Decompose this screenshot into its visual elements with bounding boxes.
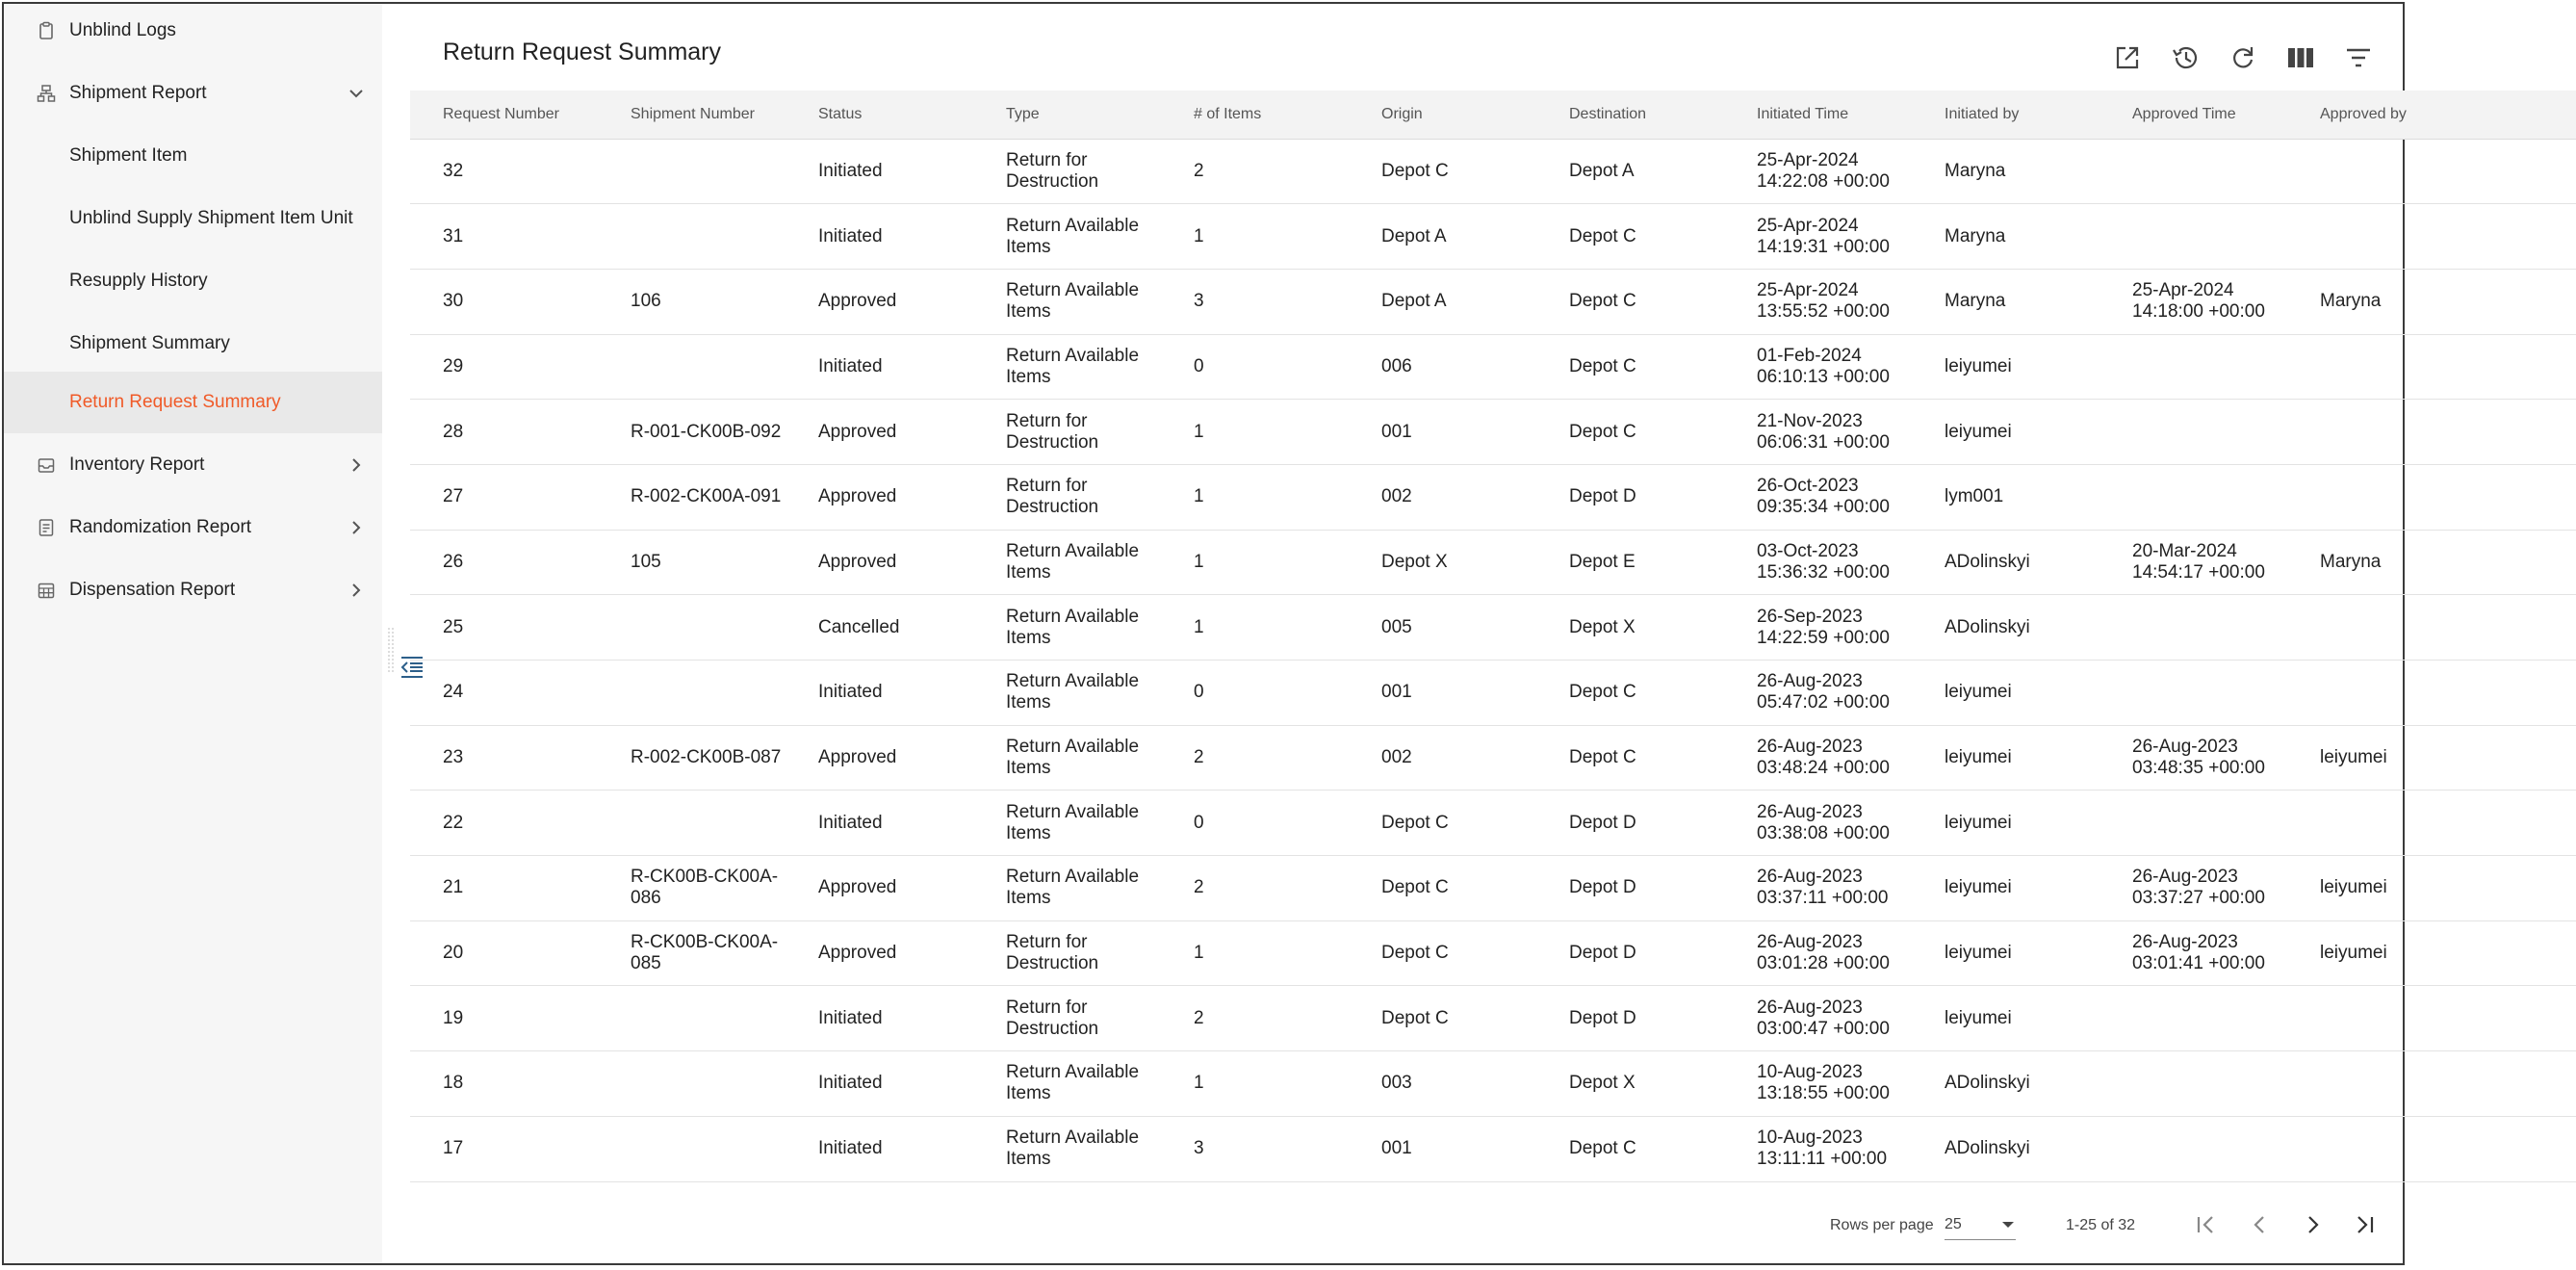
cell-approved-time: 26-Aug-2023 03:01:41 +00:00	[2099, 920, 2287, 986]
cell-request-number: 31	[410, 204, 598, 270]
table-row[interactable]	[410, 986, 2576, 1051]
cell-status: Approved	[786, 856, 973, 921]
cell-origin: 001	[1349, 661, 1536, 726]
cell-approved-time	[2099, 464, 2287, 530]
cell-type: Return for Destruction	[973, 464, 1161, 530]
cell-approved-by	[2287, 464, 2576, 530]
cell-shipment-number	[598, 595, 786, 661]
table-row[interactable]	[410, 464, 2576, 530]
sidebar-item-randomization-report[interactable]	[4, 497, 382, 558]
cell-origin: 006	[1349, 334, 1536, 400]
column-header-initiated-by[interactable]: Initiated by	[1912, 91, 2099, 139]
cell-type: Return for Destruction	[973, 400, 1161, 465]
cell-status: Initiated	[786, 661, 973, 726]
cell-item-count: 1	[1161, 595, 1349, 661]
table-row[interactable]	[410, 725, 2576, 791]
main-panel	[410, 4, 2407, 1263]
sidebar-item-return-request-summary[interactable]	[4, 372, 382, 433]
table-header	[410, 91, 2576, 139]
table-row[interactable]	[410, 400, 2576, 465]
cell-origin: Depot C	[1349, 791, 1536, 856]
resize-handle[interactable]	[387, 628, 395, 674]
cell-approved-by: leiyumei	[2287, 920, 2576, 986]
cell-item-count: 1	[1161, 204, 1349, 270]
cell-item-count: 1	[1161, 400, 1349, 465]
column-header-initiated-time[interactable]: Initiated Time	[1724, 91, 1912, 139]
cell-initiated-time: 26-Aug-2023 03:00:47 +00:00	[1724, 986, 1912, 1051]
cell-type: Return Available Items	[973, 530, 1161, 595]
sidebar-item-shipment-summary[interactable]	[4, 313, 382, 375]
cell-destination: Depot D	[1536, 791, 1724, 856]
cell-initiated-by: ADolinskyi	[1912, 530, 2099, 595]
cell-approved-by: Maryna	[2287, 530, 2576, 595]
cell-approved-by	[2287, 204, 2576, 270]
table-row[interactable]	[410, 595, 2576, 661]
table-body	[410, 139, 2576, 1181]
columns-button[interactable]	[2272, 37, 2330, 79]
cell-initiated-time: 03-Oct-2023 15:36:32 +00:00	[1724, 530, 1912, 595]
cell-type: Return Available Items	[973, 204, 1161, 270]
hierarchy-icon	[37, 84, 56, 103]
cell-shipment-number	[598, 139, 786, 204]
cell-initiated-by: ADolinskyi	[1912, 595, 2099, 661]
sidebar-item-shipment-report[interactable]	[4, 63, 382, 124]
cell-initiated-by: leiyumei	[1912, 986, 2099, 1051]
cell-status: Initiated	[786, 204, 973, 270]
cell-status: Initiated	[786, 791, 973, 856]
table-row[interactable]	[410, 1051, 2576, 1117]
cell-request-number: 23	[410, 725, 598, 791]
cell-destination: Depot E	[1536, 530, 1724, 595]
cell-approved-time	[2099, 204, 2287, 270]
cell-destination: Depot C	[1536, 661, 1724, 726]
first-page-button[interactable]	[2189, 1207, 2224, 1242]
column-header-shipment-number[interactable]: Shipment Number	[598, 91, 786, 139]
cell-status: Approved	[786, 400, 973, 465]
cell-approved-time	[2099, 334, 2287, 400]
sidebar-item-unblind-supply-shipment-item-unit[interactable]	[4, 188, 382, 249]
cell-destination: Depot C	[1536, 400, 1724, 465]
cell-item-count: 1	[1161, 920, 1349, 986]
external-link-icon	[2114, 44, 2141, 71]
cell-initiated-time: 25-Apr-2024 14:22:08 +00:00	[1724, 139, 1912, 204]
cell-type: Return for Destruction	[973, 139, 1161, 204]
cell-destination: Depot C	[1536, 1116, 1724, 1181]
cell-origin: Depot A	[1349, 204, 1536, 270]
cell-origin: Depot X	[1349, 530, 1536, 595]
document-icon	[37, 518, 56, 537]
cell-type: Return Available Items	[973, 595, 1161, 661]
cell-shipment-number	[598, 204, 786, 270]
cell-status: Approved	[786, 530, 973, 595]
table-row[interactable]	[410, 791, 2576, 856]
cell-type: Return for Destruction	[973, 920, 1161, 986]
cell-type: Return Available Items	[973, 856, 1161, 921]
cell-initiated-by: leiyumei	[1912, 725, 2099, 791]
cell-request-number: 18	[410, 1051, 598, 1117]
cell-initiated-time: 26-Aug-2023 05:47:02 +00:00	[1724, 661, 1912, 726]
cell-approved-by	[2287, 1051, 2576, 1117]
next-page-button[interactable]	[2295, 1207, 2330, 1242]
cell-request-number: 17	[410, 1116, 598, 1181]
cell-item-count: 1	[1161, 1051, 1349, 1117]
cell-origin: Depot A	[1349, 269, 1536, 334]
chevron-down-icon	[348, 85, 365, 102]
cell-destination: Depot C	[1536, 334, 1724, 400]
cell-approved-by	[2287, 791, 2576, 856]
column-header-request-number[interactable]: Request Number	[410, 91, 598, 139]
cell-type: Return Available Items	[973, 1051, 1161, 1117]
filter-icon	[2345, 46, 2372, 69]
app-window	[2, 2, 2405, 1265]
cell-approved-time	[2099, 139, 2287, 204]
cell-shipment-number: 106	[598, 269, 786, 334]
cell-origin: Depot C	[1349, 986, 1536, 1051]
cell-approved-by	[2287, 400, 2576, 465]
cell-shipment-number	[598, 661, 786, 726]
cell-initiated-time: 25-Apr-2024 13:55:52 +00:00	[1724, 269, 1912, 334]
cell-initiated-by: lym001	[1912, 464, 2099, 530]
cell-destination: Depot C	[1536, 204, 1724, 270]
sidebar-item-inventory-report[interactable]	[4, 434, 382, 496]
clipboard-icon	[37, 21, 56, 40]
cell-approved-time	[2099, 400, 2287, 465]
cell-origin: Depot C	[1349, 920, 1536, 986]
last-page-icon	[2352, 1212, 2377, 1237]
cell-request-number: 19	[410, 986, 598, 1051]
pagination-range: 1-25 of 32	[2066, 1217, 2136, 1233]
cell-destination: Depot X	[1536, 1051, 1724, 1117]
column-header-type[interactable]: Type	[973, 91, 1161, 139]
rows-per-page-value: 25	[1945, 1215, 1962, 1232]
cell-initiated-time: 26-Aug-2023 03:37:11 +00:00	[1724, 856, 1912, 921]
sidebar-item-dispensation-report[interactable]	[4, 559, 382, 621]
sidebar-item-label: Inventory Report	[69, 454, 205, 475]
cell-item-count: 0	[1161, 661, 1349, 726]
export-button[interactable]	[2099, 37, 2156, 79]
cell-status: Approved	[786, 920, 973, 986]
column-header-destination[interactable]: Destination	[1536, 91, 1724, 139]
table-row[interactable]	[410, 530, 2576, 595]
column-header-origin[interactable]: Origin	[1349, 91, 1536, 139]
cell-shipment-number	[598, 986, 786, 1051]
cell-origin: 003	[1349, 1051, 1536, 1117]
cell-initiated-time: 26-Aug-2023 03:01:28 +00:00	[1724, 920, 1912, 986]
cell-item-count: 3	[1161, 269, 1349, 334]
cell-status: Approved	[786, 725, 973, 791]
cell-item-count: 1	[1161, 464, 1349, 530]
cell-approved-by	[2287, 661, 2576, 726]
calendar-grid-icon	[37, 581, 56, 600]
cell-origin: 001	[1349, 400, 1536, 465]
history-button[interactable]	[2156, 37, 2214, 79]
cell-request-number: 21	[410, 856, 598, 921]
cell-initiated-by: leiyumei	[1912, 334, 2099, 400]
cell-initiated-time: 26-Aug-2023 03:48:24 +00:00	[1724, 725, 1912, 791]
cell-type: Return Available Items	[973, 725, 1161, 791]
cell-request-number: 25	[410, 595, 598, 661]
cell-status: Approved	[786, 464, 973, 530]
column-header-approved-time[interactable]: Approved Time	[2099, 91, 2287, 139]
cell-shipment-number: R-001-CK00B-092	[598, 400, 786, 465]
cell-shipment-number	[598, 1116, 786, 1181]
cell-status: Initiated	[786, 986, 973, 1051]
cell-initiated-by: Maryna	[1912, 204, 2099, 270]
sidebar-item-label: Return Request Summary	[69, 392, 281, 412]
cell-destination: Depot X	[1536, 595, 1724, 661]
return-request-table	[410, 91, 2576, 1182]
sidebar-item-unblind-logs[interactable]	[4, 0, 382, 62]
cell-approved-time	[2099, 791, 2287, 856]
cell-initiated-by: Maryna	[1912, 269, 2099, 334]
sidebar-item-label: Dispensation Report	[69, 580, 236, 600]
cell-type: Return Available Items	[973, 334, 1161, 400]
pagination	[410, 1198, 2383, 1252]
cell-shipment-number	[598, 791, 786, 856]
cell-approved-by	[2287, 1116, 2576, 1181]
cell-initiated-by: ADolinskyi	[1912, 1116, 2099, 1181]
cell-initiated-by: leiyumei	[1912, 400, 2099, 465]
cell-origin: 005	[1349, 595, 1536, 661]
chevron-right-icon	[348, 582, 365, 599]
cell-initiated-by: leiyumei	[1912, 791, 2099, 856]
cell-approved-time	[2099, 661, 2287, 726]
sidebar-item-label: Unblind Logs	[69, 20, 176, 40]
cell-type: Return for Destruction	[973, 986, 1161, 1051]
chevron-left-icon	[2248, 1212, 2273, 1237]
table-row[interactable]	[410, 269, 2576, 334]
cell-initiated-time: 01-Feb-2024 06:10:13 +00:00	[1724, 334, 1912, 400]
cell-request-number: 22	[410, 791, 598, 856]
cell-initiated-by: ADolinskyi	[1912, 1051, 2099, 1117]
cell-request-number: 30	[410, 269, 598, 334]
cell-type: Return Available Items	[973, 1116, 1161, 1181]
cell-item-count: 2	[1161, 986, 1349, 1051]
table-row[interactable]	[410, 920, 2576, 986]
cell-initiated-time: 10-Aug-2023 13:18:55 +00:00	[1724, 1051, 1912, 1117]
cell-origin: 001	[1349, 1116, 1536, 1181]
cell-status: Initiated	[786, 1051, 973, 1117]
cell-status: Initiated	[786, 334, 973, 400]
cell-origin: Depot C	[1349, 139, 1536, 204]
sidebar-item-label: Randomization Report	[69, 517, 252, 537]
sidebar-item-label: Shipment Report	[69, 83, 207, 103]
table-row[interactable]	[410, 139, 2576, 204]
cell-destination: Depot D	[1536, 986, 1724, 1051]
table-row[interactable]	[410, 204, 2576, 270]
cell-origin: 002	[1349, 464, 1536, 530]
table-row[interactable]	[410, 334, 2576, 400]
sidebar-item-resupply-history[interactable]	[4, 250, 382, 312]
cell-item-count: 2	[1161, 139, 1349, 204]
cell-request-number: 27	[410, 464, 598, 530]
cell-approved-time: 26-Aug-2023 03:37:27 +00:00	[2099, 856, 2287, 921]
cell-item-count: 2	[1161, 856, 1349, 921]
cell-approved-time: 20-Mar-2024 14:54:17 +00:00	[2099, 530, 2287, 595]
cell-initiated-time: 26-Sep-2023 14:22:59 +00:00	[1724, 595, 1912, 661]
cell-approved-time	[2099, 986, 2287, 1051]
sidebar-item-label: Unblind Supply Shipment Item Unit	[69, 208, 353, 228]
cell-item-count: 1	[1161, 530, 1349, 595]
cell-type: Return Available Items	[973, 661, 1161, 726]
cell-request-number: 26	[410, 530, 598, 595]
cell-initiated-time: 26-Aug-2023 03:38:08 +00:00	[1724, 791, 1912, 856]
cell-shipment-number: 105	[598, 530, 786, 595]
cell-request-number: 24	[410, 661, 598, 726]
first-page-icon	[2194, 1212, 2219, 1237]
cell-item-count: 3	[1161, 1116, 1349, 1181]
cell-destination: Depot D	[1536, 920, 1724, 986]
cell-request-number: 29	[410, 334, 598, 400]
last-page-button[interactable]	[2347, 1207, 2382, 1242]
cell-approved-by	[2287, 986, 2576, 1051]
sidebar-item-shipment-item[interactable]	[4, 125, 382, 187]
cell-status: Initiated	[786, 139, 973, 204]
cell-origin: 002	[1349, 725, 1536, 791]
table-header-row	[410, 91, 2576, 139]
table-row[interactable]	[410, 856, 2576, 921]
cell-shipment-number: R-002-CK00A-091	[598, 464, 786, 530]
cell-initiated-by: Maryna	[1912, 139, 2099, 204]
table-row[interactable]	[410, 1116, 2576, 1181]
column-header-approved-by[interactable]: Approved by	[2287, 91, 2576, 139]
sidebar-item-label: Resupply History	[69, 271, 208, 291]
cell-destination: Depot C	[1536, 725, 1724, 791]
cell-initiated-by: leiyumei	[1912, 661, 2099, 726]
cell-type: Return Available Items	[973, 791, 1161, 856]
cell-request-number: 20	[410, 920, 598, 986]
cell-approved-by: Maryna	[2287, 269, 2576, 334]
rows-per-page-label: Rows per page	[1830, 1217, 1934, 1233]
cell-initiated-by: leiyumei	[1912, 856, 2099, 921]
cell-approved-time	[2099, 1116, 2287, 1181]
cell-approved-time	[2099, 1051, 2287, 1117]
sidebar	[4, 4, 382, 1263]
sidebar-item-label: Shipment Summary	[69, 333, 230, 353]
cell-origin: Depot C	[1349, 856, 1536, 921]
cell-type: Return Available Items	[973, 269, 1161, 334]
history-icon	[2171, 43, 2200, 72]
cell-destination: Depot D	[1536, 856, 1724, 921]
refresh-icon	[2229, 44, 2256, 71]
column-header-item-count[interactable]: # of Items	[1161, 91, 1349, 139]
data-table-container	[410, 91, 2407, 1174]
cell-approved-by	[2287, 139, 2576, 204]
cell-shipment-number: R-002-CK00B-087	[598, 725, 786, 791]
cell-request-number: 32	[410, 139, 598, 204]
cell-status: Initiated	[786, 1116, 973, 1181]
cell-item-count: 0	[1161, 791, 1349, 856]
cell-initiated-time: 25-Apr-2024 14:19:31 +00:00	[1724, 204, 1912, 270]
cell-approved-time: 26-Aug-2023 03:48:35 +00:00	[2099, 725, 2287, 791]
toolbar	[2099, 37, 2387, 79]
chevron-right-icon	[2300, 1212, 2325, 1237]
previous-page-button[interactable]	[2243, 1207, 2278, 1242]
cell-destination: Depot A	[1536, 139, 1724, 204]
cell-approved-by	[2287, 595, 2576, 661]
cell-request-number: 28	[410, 400, 598, 465]
chevron-right-icon	[348, 456, 365, 474]
filter-button[interactable]	[2330, 37, 2387, 79]
page-title: Return Request Summary	[443, 39, 722, 65]
cell-destination: Depot C	[1536, 269, 1724, 334]
cell-approved-by: leiyumei	[2287, 856, 2576, 921]
cell-initiated-by: leiyumei	[1912, 920, 2099, 986]
cell-approved-by: leiyumei	[2287, 725, 2576, 791]
cell-status: Cancelled	[786, 595, 973, 661]
cell-initiated-time: 26-Oct-2023 09:35:34 +00:00	[1724, 464, 1912, 530]
cell-destination: Depot D	[1536, 464, 1724, 530]
cell-initiated-time: 21-Nov-2023 06:06:31 +00:00	[1724, 400, 1912, 465]
inbox-icon	[37, 455, 56, 475]
cell-shipment-number	[598, 334, 786, 400]
dropdown-arrow-icon	[2000, 1220, 2016, 1230]
cell-item-count: 2	[1161, 725, 1349, 791]
sidebar-item-label: Shipment Item	[69, 145, 188, 166]
table-row[interactable]	[410, 661, 2576, 726]
cell-shipment-number	[598, 1051, 786, 1117]
cell-shipment-number: R-CK00B-CK00A- 085	[598, 920, 786, 986]
rows-per-page-select[interactable]	[1945, 1209, 2016, 1240]
cell-approved-time	[2099, 595, 2287, 661]
refresh-button[interactable]	[2214, 37, 2272, 79]
cell-status: Approved	[786, 269, 973, 334]
columns-icon	[2287, 46, 2314, 69]
column-header-status[interactable]: Status	[786, 91, 973, 139]
chevron-right-icon	[348, 519, 365, 536]
cell-approved-by	[2287, 334, 2576, 400]
cell-approved-time: 25-Apr-2024 14:18:00 +00:00	[2099, 269, 2287, 334]
cell-initiated-time: 10-Aug-2023 13:11:11 +00:00	[1724, 1116, 1912, 1181]
cell-item-count: 0	[1161, 334, 1349, 400]
cell-shipment-number: R-CK00B-CK00A- 086	[598, 856, 786, 921]
